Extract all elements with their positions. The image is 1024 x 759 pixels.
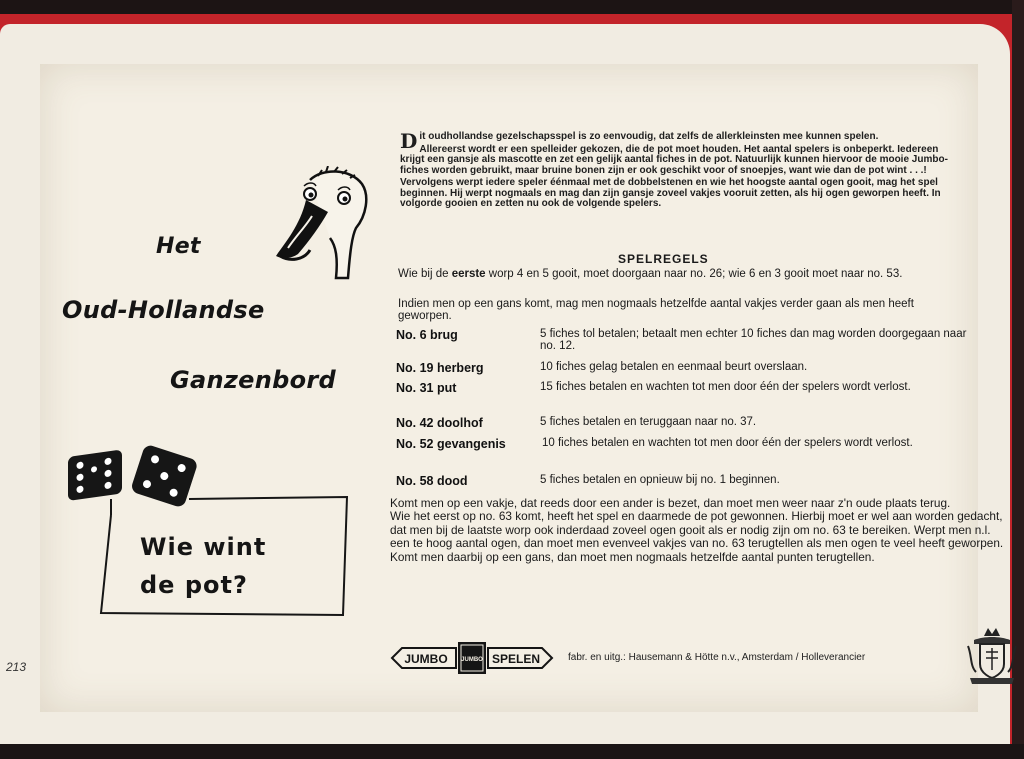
rules-intro-c: worp 4 en 5 gooit, moet doorgaan naar no. 26; wie 6 en 3 gooit moet naar no. 53. [485, 268, 903, 280]
intro-text [400, 129, 960, 212]
royal-crest-icon [964, 626, 1020, 686]
title-line-3: Ganzenbord [170, 366, 336, 394]
closing-paragraph-2: Wie het eerst op no. 63 komt, heeft het spel en daarmede de pot gewonnen. Hierbij moet er wel aan worden gedacht, dat men bij de laatste worp ook inderdaad zoveel ogen gooit als er nodig zijn om no. 63 te bereiken. Werpt men n.l. een te hoog aantal ogen, dan moet men evenveel vakjes van no. 63 terugtellen als men ogen te veel heeft geworpen. Komt men daarbij op een gans, dan moet men nogmaals hetzelfde aantal punten terugtellen. [390, 509, 1004, 564]
jumbo-spelen-logo [386, 642, 558, 674]
title-line-2: Oud-Hollandse [62, 296, 265, 324]
box-shadow-top [0, 0, 1024, 14]
rule-desc: 10 fiches betalen en wachten tot men door één der spelers wordt verlost. [542, 437, 913, 449]
intro-p1-text: it oudhollandse gezelschapsspel is zo eenvoudig, dat zelfs de allerkleinsten mee kunnen spelen. [419, 131, 879, 142]
intro-paragraph-2: Allereerst wordt er een spelleider gekozen, die de pot moet houden. Het aantal spelers is onbeperkt. Iedereen krijgt een gansje als mascotte en zet een gelijk aantal fiches in de pot. Natuurlijk kunnen hiervoor de mooie Jumbo-fiches worden gebruikt, maar bruine bonen zijn er ook geschikt voor of snoepjes, want wie dan de pot wint . . .! [400, 143, 948, 176]
rules-intro-a: Wie bij de [398, 268, 452, 280]
rule-desc: 15 fiches betalen en wachten tot men door één der spelers wordt verlost. [540, 381, 911, 393]
callout-line-2: de pot? [140, 571, 248, 599]
rule-name: No. 19 herberg [396, 361, 484, 375]
logo-left-text: JUMBO [404, 652, 448, 666]
intro-paragraph-1 [400, 129, 960, 153]
rules-intro-1 [398, 268, 968, 280]
rule-desc: 5 fiches betalen en opnieuw bij no. 1 beginnen. [540, 474, 780, 486]
logo-right-text: SPELEN [491, 652, 541, 666]
goose-head-illustration [270, 166, 370, 282]
rules-heading: SPELREGELS [618, 252, 709, 266]
box-shadow-bottom [0, 744, 1024, 759]
rule-desc: 5 fiches tol betalen; betaalt men echter 10 fiches dan mag worden doorgegaan naar no. 12. [540, 328, 967, 352]
rule-name: No. 6 brug [396, 328, 458, 342]
closing-text [390, 497, 1010, 564]
logo-center-text: JUMBO [461, 657, 483, 663]
closing-paragraph-1: Komt men op een vakje, dat reeds door een ander is bezet, dan moet men weer naar z'n oude plaats terug. [390, 496, 951, 510]
title-line-1: Het [156, 234, 201, 259]
rules-intro-2: Indien men op een gans komt, mag men nogmaals hetzelfde aantal vakjes verder gaan als men heeft geworpen. [398, 298, 914, 322]
intro-paragraph-3: Vervolgens werpt iedere speler éénmaal met de dobbelstenen en wie het hoogste aantal ogen gooit, mag het spel beginnen. Hij werpt nogmaals en mag dan zijn gansje zoveel vakjes vooruit zetten, als hij ogen geworpen heeft. In volgorde gooien en zetten nu ook de volgende spelers. [400, 177, 941, 209]
callout-text [140, 528, 266, 604]
rule-name: No. 42 doolhof [396, 416, 483, 430]
rule-desc: 10 fiches gelag betalen en eenmaal beurt overslaan. [540, 361, 808, 373]
rule-name: No. 58 dood [396, 474, 468, 488]
rule-name: No. 52 gevangenis [396, 437, 506, 451]
dropcap: D [400, 129, 418, 153]
rule-name: No. 31 put [396, 381, 457, 395]
product-code: 213 [6, 660, 27, 674]
rule-desc: 5 fiches betalen en teruggaan naar no. 37. [540, 416, 757, 428]
publisher-footer: fabr. en uitg.: Hausemann & Hötte n.v., Amsterdam / Holleverancier [568, 652, 866, 663]
callout-line-1: Wie wint [140, 533, 267, 561]
rules-intro-bold: eerste [451, 268, 486, 280]
